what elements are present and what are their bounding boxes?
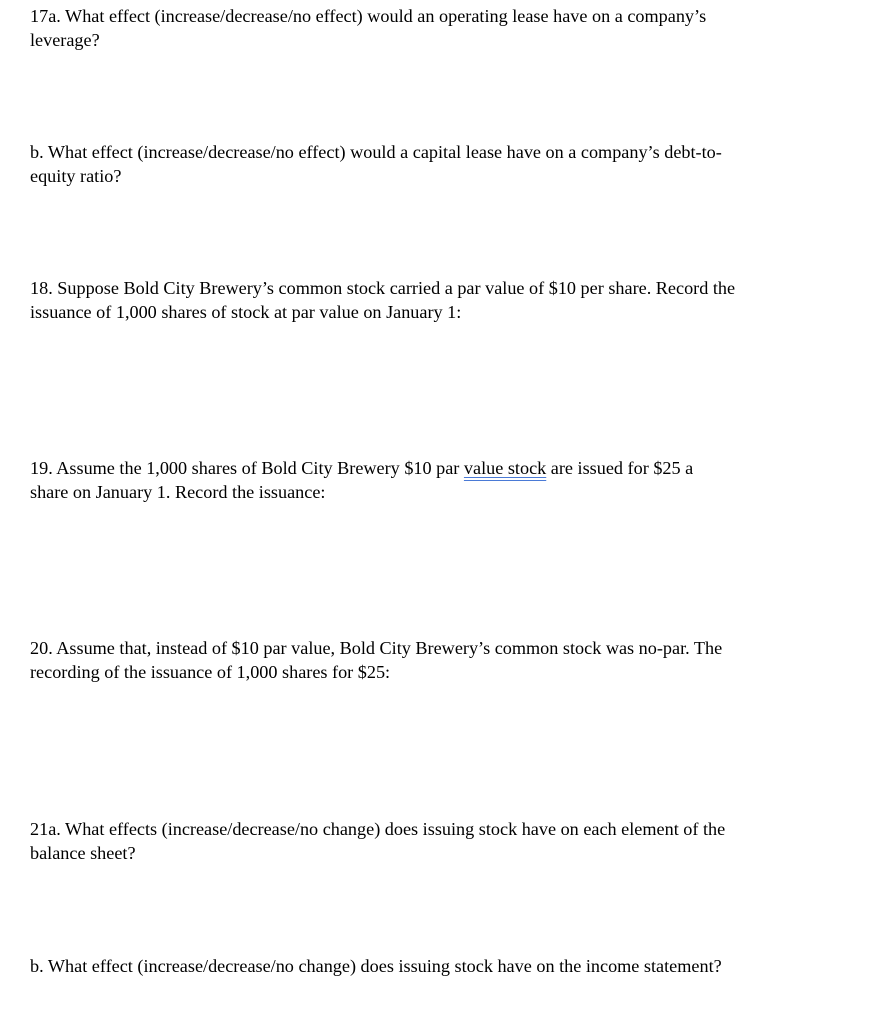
question-19-line-2: share on January 1. Record the issuance:: [30, 481, 326, 502]
question-19-line-1-before: 19. Assume the 1,000 shares of Bold City Brewery $10 par: [30, 458, 464, 478]
question-17a-line-1: 17a. What effect (increase/decrease/no effect) would an operating lease have on a company’s: [30, 6, 707, 26]
question-18-line-1: 18. Suppose Bold City Brewery’s common stock carried a par value of $10 per share. Record the: [30, 278, 736, 298]
question-17b-line-2: equity ratio?: [30, 165, 122, 186]
question-20-line-2: recording of the issuance of 1,000 shares for $25:: [30, 661, 391, 682]
question-19-line-1-after: are issued for $25 a: [546, 458, 694, 478]
question-21a-line-2: balance sheet?: [30, 842, 136, 863]
question-17b: [30, 141, 820, 188]
question-21b-line-1: b. What effect (increase/decrease/no change) does issuing stock have on the income statement?: [30, 956, 722, 976]
question-17a: [30, 5, 820, 52]
question-18-line-2: issuance of 1,000 shares of stock at par value on January 1:: [30, 301, 462, 322]
question-21a: [30, 818, 820, 865]
question-17b-line-1: b. What effect (increase/decrease/no effect) would a capital lease have on a company’s debt-to-: [30, 142, 722, 162]
question-20: [30, 637, 820, 684]
question-18: [30, 277, 820, 324]
question-21a-line-1: 21a. What effects (increase/decrease/no change) does issuing stock have on each element of the: [30, 819, 726, 839]
question-19: [30, 457, 820, 504]
question-19-line-1: [30, 457, 820, 481]
question-20-line-1: 20. Assume that, instead of $10 par value, Bold City Brewery’s common stock was no-par. The: [30, 638, 723, 658]
grammar-flagged-text[interactable]: value stock: [463, 458, 547, 478]
question-17a-line-2: leverage?: [30, 29, 100, 50]
question-21b: [30, 955, 820, 979]
